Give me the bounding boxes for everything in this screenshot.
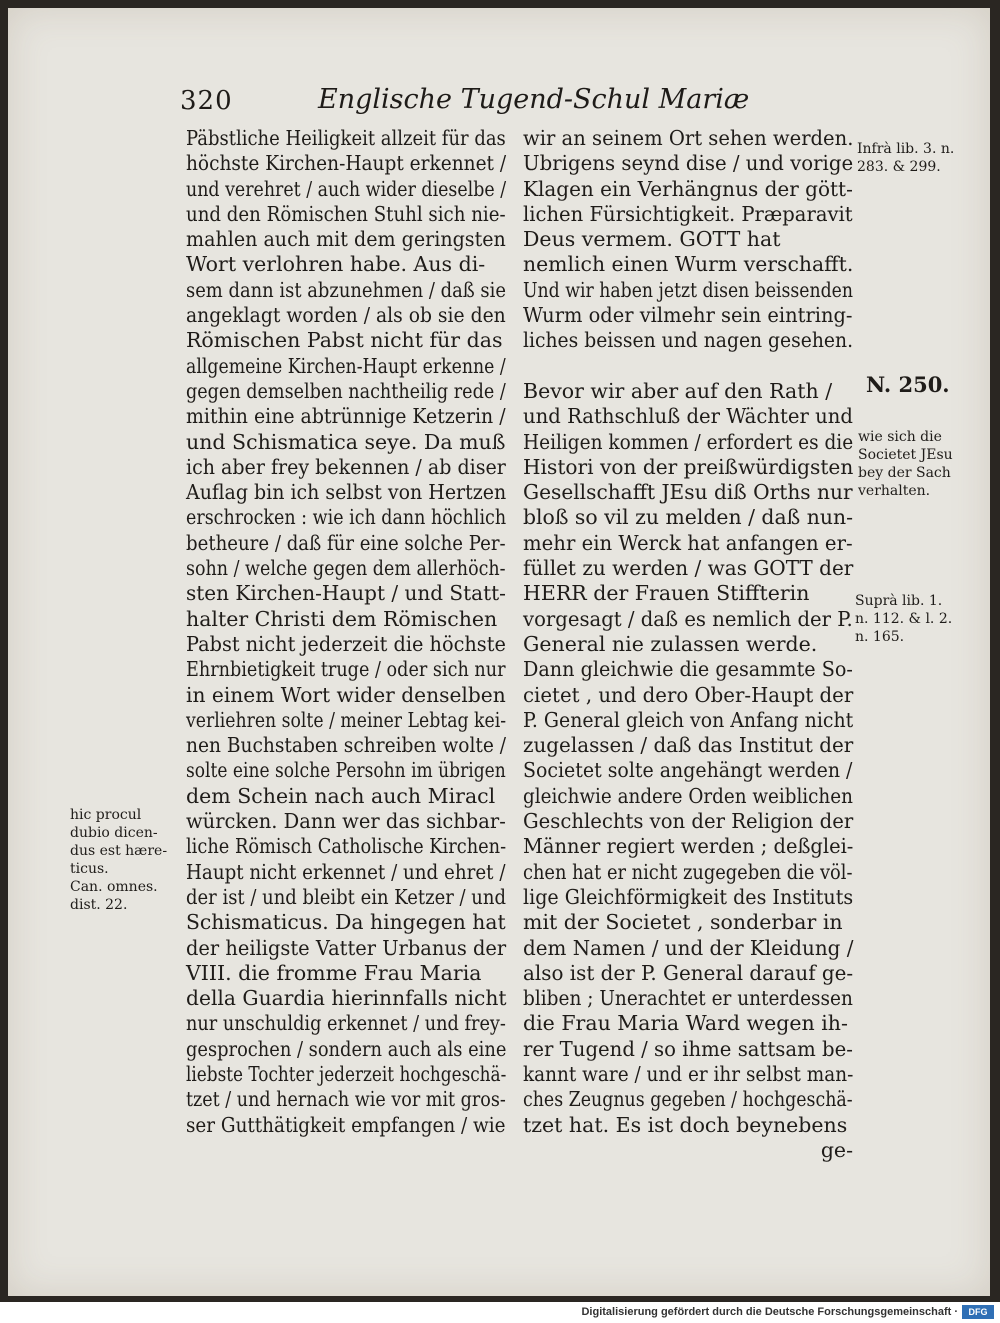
text-line: cietet , und dero Ober-Haupt der xyxy=(523,682,854,707)
text-line: würcken. Dann wer das sichbar- xyxy=(186,809,506,834)
text-line: Histori von der preißwürdigsten xyxy=(523,454,854,479)
text-line: sem dann ist abzunehmen / daß sie xyxy=(186,277,506,302)
text-line: allgemeine Kirchen-Haupt erkenne / xyxy=(186,353,506,378)
margin-note-line: Societet JEsu xyxy=(858,447,953,463)
text-line: tzet hat. Es ist doch beynebens xyxy=(523,1112,848,1137)
text-line: Bevor wir aber auf den Rath / xyxy=(523,378,833,403)
margin-note-line: bey der Sach xyxy=(858,465,951,481)
margin-note-line: verhalten. xyxy=(858,483,931,499)
text-line: Haupt nicht erkennet / und ehret / xyxy=(186,859,506,884)
text-line: füllet zu werden / was GOTT der xyxy=(523,556,854,581)
text-line: ser Gutthätigkeit empfangen / wie xyxy=(186,1112,506,1137)
margin-note-line: n. 112. & l. 2. xyxy=(855,611,953,627)
text-line: Deus vermem. GOTT hat xyxy=(523,227,781,252)
text-line: P. General gleich von Anfang nicht xyxy=(523,707,854,732)
text-line: della Guardia hierinnfalls nicht xyxy=(186,986,507,1011)
text-line: mit der Societet , sonderbar in xyxy=(523,910,843,935)
right-text-column xyxy=(523,126,853,1163)
catchword: ge- xyxy=(820,1137,853,1162)
running-title: Englische Tugend-Schul Mariæ xyxy=(318,84,750,115)
text-line: Ehrnbietigkeit truge / oder sich nur xyxy=(186,657,506,682)
text-line: Und wir haben jetzt disen beissenden xyxy=(523,277,853,302)
text-line: Geschlechts von der Religion der xyxy=(523,809,854,834)
footer-bar xyxy=(0,1302,1000,1323)
margin-note-line: Infrà lib. 3. n. xyxy=(857,141,955,157)
text-line: gesprochen / sondern auch als eine xyxy=(186,1036,507,1061)
margin-note-line: wie sich die xyxy=(858,429,942,445)
text-line: gleichwie andere Orden weiblichen xyxy=(523,783,853,808)
text-line: chen hat er nicht zugegeben die völ- xyxy=(523,859,853,884)
margin-note-line: dist. 22. xyxy=(70,897,128,913)
text-line: mehr ein Werck hat anfangen er- xyxy=(523,530,853,555)
margin-note-line: dus est hære- xyxy=(70,843,168,859)
text-line: General nie zulassen werde. xyxy=(523,631,818,656)
text-line: der heiligste Vatter Urbanus der xyxy=(186,935,507,960)
text-line: kannt ware / und er ihr selbst man- xyxy=(523,1061,854,1086)
paragraph-gap xyxy=(523,354,853,379)
page-number: 320 xyxy=(180,86,233,116)
text-line: ches Zeugnus gegeben / hochgeschä- xyxy=(523,1087,853,1112)
text-line: Wort verlohren habe. Aus di- xyxy=(186,252,486,277)
text-line: erschrocken : wie ich dann höchlich xyxy=(186,505,507,530)
text-line: Dann gleichwie die gesammte So- xyxy=(523,657,853,682)
text-line: angeklagt worden / als ob sie den xyxy=(186,303,506,328)
text-line: Wurm oder vilmehr sein eintring- xyxy=(523,303,853,328)
text-line: dem Namen / und der Kleidung / xyxy=(523,935,854,960)
text-line: halter Christi dem Römischen xyxy=(186,606,498,631)
text-line: in einem Wort wider denselben xyxy=(186,682,506,707)
text-line: dem Schein nach auch Miracl xyxy=(186,783,496,808)
text-line: bloß so vil zu melden / daß nun- xyxy=(523,505,853,530)
left-text-column xyxy=(186,126,506,1138)
right-column-paragraph-2 xyxy=(523,379,853,1138)
text-line: tzet / und hernach wie vor mit gros- xyxy=(186,1087,506,1112)
dfg-logo-icon: DFG xyxy=(962,1305,994,1319)
text-line: nemlich einen Wurm verschafft. xyxy=(523,252,854,277)
margin-section-number: N. 250. xyxy=(866,372,950,397)
text-line: also ist der P. General darauf ge- xyxy=(523,960,854,985)
text-line: wir an seinem Ort sehen werden. xyxy=(523,126,854,150)
margin-note-line: dubio dicen- xyxy=(70,825,158,841)
margin-note-societet xyxy=(858,428,953,500)
text-line: HERR der Frauen Stiffterin xyxy=(523,581,810,606)
text-line: und Rathschluß der Wächter und xyxy=(523,404,853,429)
text-line: lichen Fürsichtigkeit. Præparavit xyxy=(523,201,853,226)
text-line: rer Tugend / so ihme sattsam be- xyxy=(523,1036,853,1061)
text-line: nur unschuldig erkennet / und frey- xyxy=(186,1011,506,1036)
text-line: und verehret / auch wider dieselbe / xyxy=(186,176,507,201)
text-line: Römischen Pabst nicht für das xyxy=(186,328,503,353)
margin-note-infra xyxy=(857,140,954,176)
text-line: bliben ; Unerachtet er unterdessen xyxy=(523,986,853,1011)
text-line: VIII. die fromme Frau Maria xyxy=(186,960,482,985)
text-line: Auflag bin ich selbst von Hertzen xyxy=(186,480,507,505)
text-line: Päbstliche Heiligkeit allzeit für das xyxy=(186,126,506,150)
margin-note-hic-procul xyxy=(70,806,167,914)
text-line: sohn / welche gegen dem allerhöch- xyxy=(186,556,506,581)
text-line: mithin eine abtrünnige Ketzerin / xyxy=(186,404,506,429)
margin-note-line: Can. omnes. xyxy=(70,879,158,895)
text-line: liebste Tochter jederzeit hochgeschä- xyxy=(186,1061,507,1086)
text-line: und den Römischen Stuhl sich nie- xyxy=(186,201,506,226)
text-line: verliehren solte / meiner Lebtag kei- xyxy=(186,707,507,732)
text-line: Pabst nicht jederzeit die höchste xyxy=(186,631,506,656)
text-line: liches beissen und nagen gesehen. xyxy=(523,328,854,353)
text-line: Societet solte angehängt werden / xyxy=(523,758,853,783)
text-line: vorgesagt / daß es nemlich der P. xyxy=(523,606,853,631)
margin-note-line: n. 165. xyxy=(855,629,905,645)
text-line: Schismaticus. Da hingegen hat xyxy=(186,910,506,935)
margin-note-line: ticus. xyxy=(70,861,109,877)
text-line: Heiligen kommen / erfordert es die xyxy=(523,429,854,454)
text-line: die Frau Maria Ward wegen ih- xyxy=(523,1011,848,1036)
right-column-paragraph-1 xyxy=(523,126,853,354)
text-line: der ist / und bleibt ein Ketzer / und xyxy=(186,884,506,909)
text-line: zugelassen / daß das Institut der xyxy=(523,733,854,758)
margin-note-line: 283. & 299. xyxy=(857,159,941,175)
funding-credit: Digitalisierung gefördert durch die Deutsche Forschungsgemeinschaft · xyxy=(581,1306,958,1318)
text-line: nen Buchstaben schreiben wolte / xyxy=(186,733,507,758)
text-line: Gesellschafft JEsu diß Orths nur xyxy=(523,480,853,505)
text-line: höchste Kirchen-Haupt erkennet / xyxy=(186,151,507,176)
text-line: solte eine solche Persohn im übrigen xyxy=(186,758,506,783)
margin-note-line: Suprà lib. 1. xyxy=(855,593,943,609)
text-line: Männer regiert werden ; deßglei- xyxy=(523,834,854,859)
margin-note-line: hic procul xyxy=(70,807,142,823)
text-line: und Schismatica seye. Da muß xyxy=(186,429,506,454)
text-line: betheure / daß für eine solche Per- xyxy=(186,530,506,555)
text-line: liche Römisch Catholische Kirchen- xyxy=(186,834,507,859)
text-line: Ubrigens seynd dise / und vorige xyxy=(523,151,854,176)
text-line: sten Kirchen-Haupt / und Statt- xyxy=(186,581,506,606)
text-line: mahlen auch mit dem geringsten xyxy=(186,227,506,252)
margin-note-supra xyxy=(855,592,952,646)
text-line: ich aber frey bekennen / ab diser xyxy=(186,454,506,479)
text-line: Klagen ein Verhängnus der gött- xyxy=(523,176,853,201)
text-line: lige Gleichförmigkeit des Instituts xyxy=(523,884,854,909)
text-line: gegen demselben nachtheilig rede / xyxy=(186,378,506,403)
